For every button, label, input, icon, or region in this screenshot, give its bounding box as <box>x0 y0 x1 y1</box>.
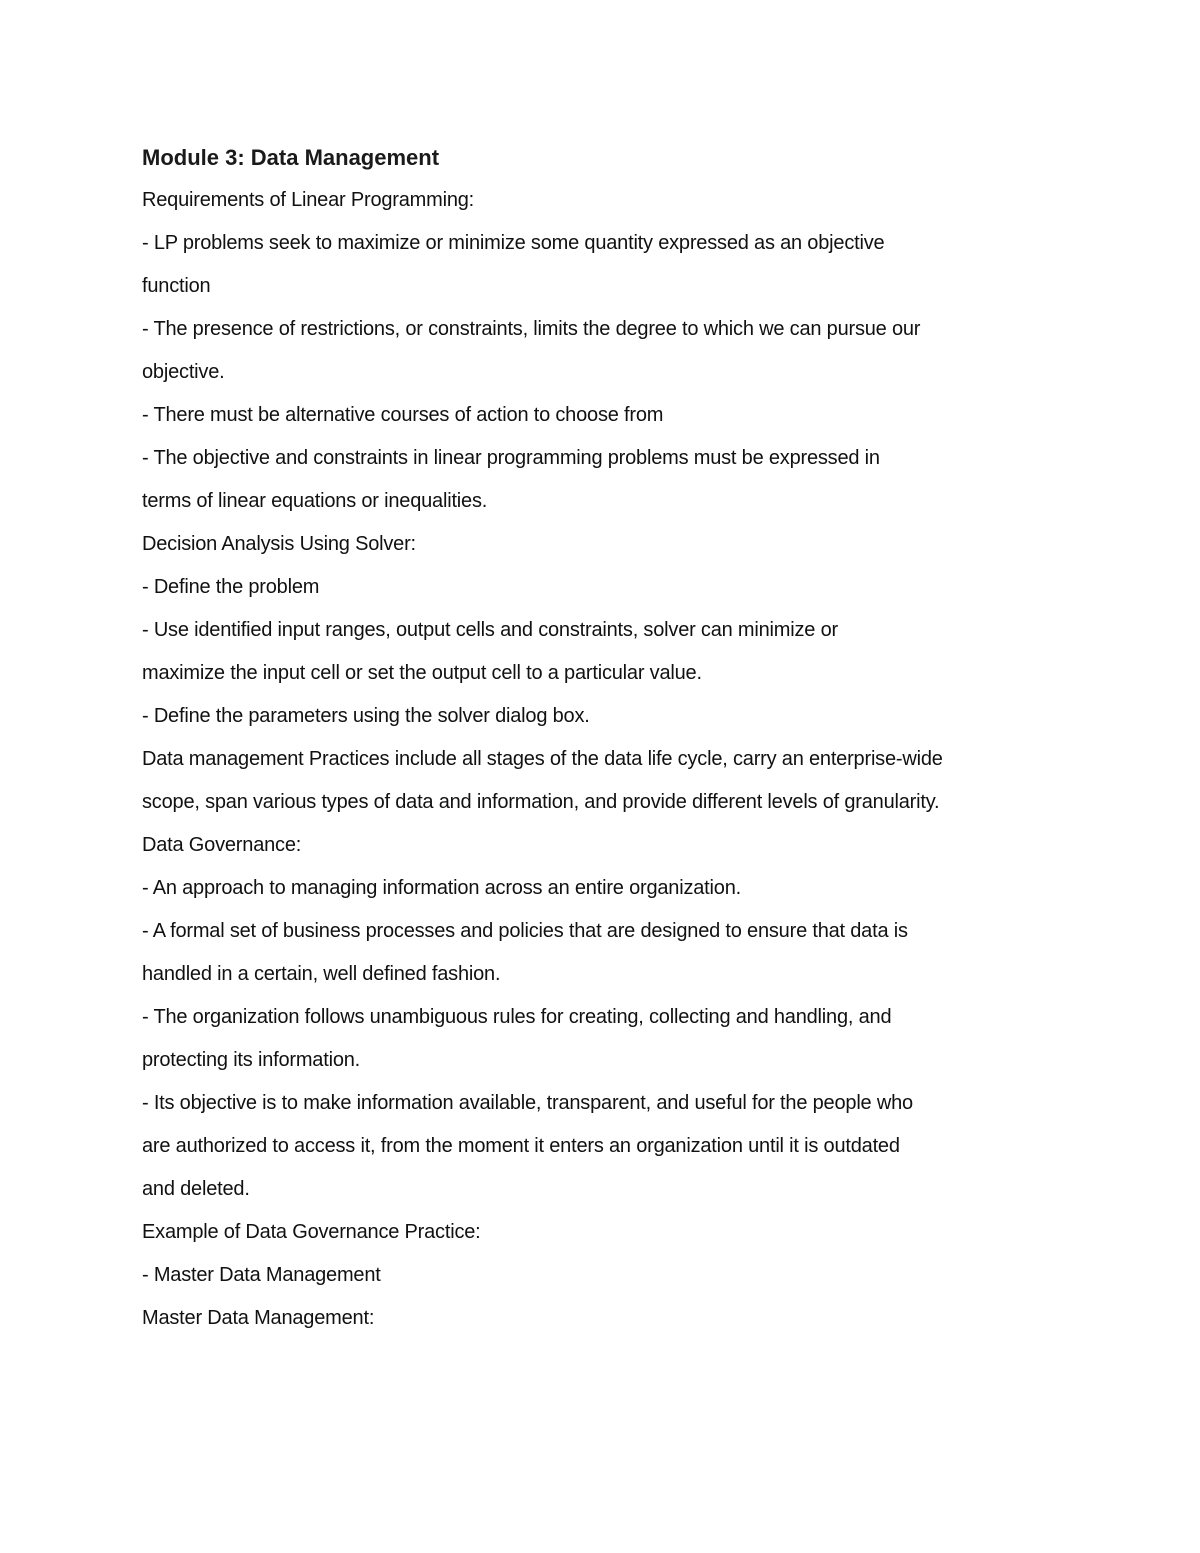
text-line: function <box>142 275 211 297</box>
text-line: - Its objective is to make information available, transparent, and useful for the people who <box>142 1092 913 1114</box>
text-line: protecting its information. <box>142 1049 361 1071</box>
text-line: and deleted. <box>142 1178 250 1200</box>
text-line: - A formal set of business processes and policies that are designed to ensure that data is <box>142 920 908 942</box>
text-line: - An approach to managing information across an entire organization. <box>142 877 741 899</box>
text-line: - LP problems seek to maximize or minimize some quantity expressed as an objective <box>142 232 885 254</box>
text-line: - The organization follows unambiguous rules for creating, collecting and handling, and <box>142 1006 892 1028</box>
section-heading-lp-requirements: Requirements of Linear Programming: <box>142 189 475 211</box>
text-line: objective. <box>142 361 225 383</box>
document-body <box>142 136 1092 1340</box>
text-line: terms of linear equations or inequalities. <box>142 490 488 512</box>
text-line: maximize the input cell or set the output cell to a particular value. <box>142 662 702 684</box>
section-heading-data-governance: Data Governance: <box>142 834 302 856</box>
text-line: - Define the parameters using the solver dialog box. <box>142 705 590 727</box>
document-title: Module 3: Data Management <box>142 145 440 170</box>
text-line: - There must be alternative courses of action to choose from <box>142 404 664 426</box>
text-line: - The objective and constraints in linear programming problems must be expressed in <box>142 447 880 469</box>
text-line: - Master Data Management <box>142 1264 381 1286</box>
text-line: Data management Practices include all stages of the data life cycle, carry an enterprise-wide <box>142 748 943 770</box>
text-line: - Define the problem <box>142 576 320 598</box>
text-line: - The presence of restrictions, or constraints, limits the degree to which we can pursue our <box>142 318 921 340</box>
section-heading-governance-example: Example of Data Governance Practice: <box>142 1221 481 1243</box>
text-line: - Use identified input ranges, output cells and constraints, solver can minimize or <box>142 619 838 641</box>
section-heading-decision-analysis: Decision Analysis Using Solver: <box>142 533 416 555</box>
section-heading-master-data-management: Master Data Management: <box>142 1307 375 1329</box>
text-line: are authorized to access it, from the moment it enters an organization until it is outdated <box>142 1135 900 1157</box>
text-line: handled in a certain, well defined fashion. <box>142 963 501 985</box>
text-line: scope, span various types of data and information, and provide different levels of granularity. <box>142 791 940 813</box>
